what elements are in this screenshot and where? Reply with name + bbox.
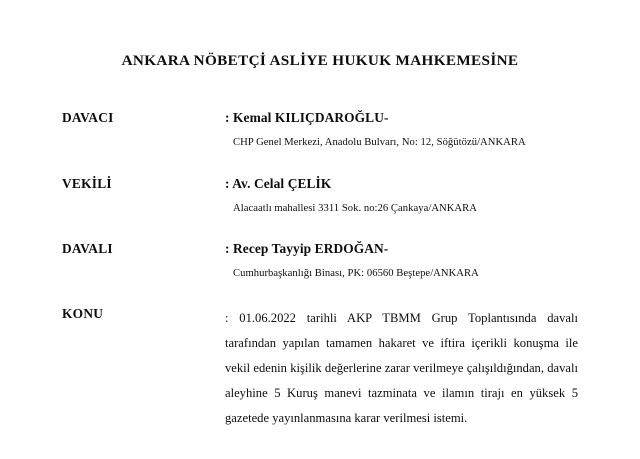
field-value-davali: : Recep Tayyip ERDOĞAN- (225, 241, 389, 256)
field-label-vekili: VEKİLİ (62, 176, 112, 191)
field-row-davaci (62, 110, 578, 149)
field-label-davaci: DAVACI (62, 110, 114, 125)
field-value-konu: : 01.06.2022 tarihli AKP TBMM Grup Toplantısında davalı tarafından yapılan tamamen hakaret ve iftira içerikli konuşma ile vekil edenin kişilik değerlerine zarar verilmeye çalışıldığından, davalı aleyhine 5 Kuruş manevi tazminata ve ilamın tirajı en yüksek 5 gazetede yayınlanmasına karar verilmesi istemi. (225, 311, 578, 425)
field-value-group-davaci (225, 110, 578, 149)
field-label-konu: KONU (62, 306, 104, 321)
field-row-konu (62, 306, 578, 431)
field-value-group-vekili (225, 176, 578, 215)
field-value-davaci: : Kemal KILIÇDAROĞLU- (225, 110, 389, 125)
field-row-davali (62, 241, 578, 280)
field-address-davaci: CHP Genel Merkezi, Anadolu Bulvarı, No: 12, Söğütözü/ANKARA (233, 136, 526, 148)
field-label-davali: DAVALI (62, 241, 113, 256)
field-row-vekili (62, 176, 578, 215)
field-value-vekili: : Av. Celal ÇELİK (225, 176, 332, 191)
field-address-davali: Cumhurbaşkanlığı Binası, PK: 06560 Beştepe/ANKARA (233, 267, 479, 279)
field-address-vekili: Alacaatlı mahallesi 3311 Sok. no:26 Çankaya/ANKARA (233, 202, 477, 214)
page-title: ANKARA NÖBETÇİ ASLİYE HUKUK MAHKEMESİNE (121, 52, 519, 69)
field-value-group-davali (225, 241, 578, 280)
